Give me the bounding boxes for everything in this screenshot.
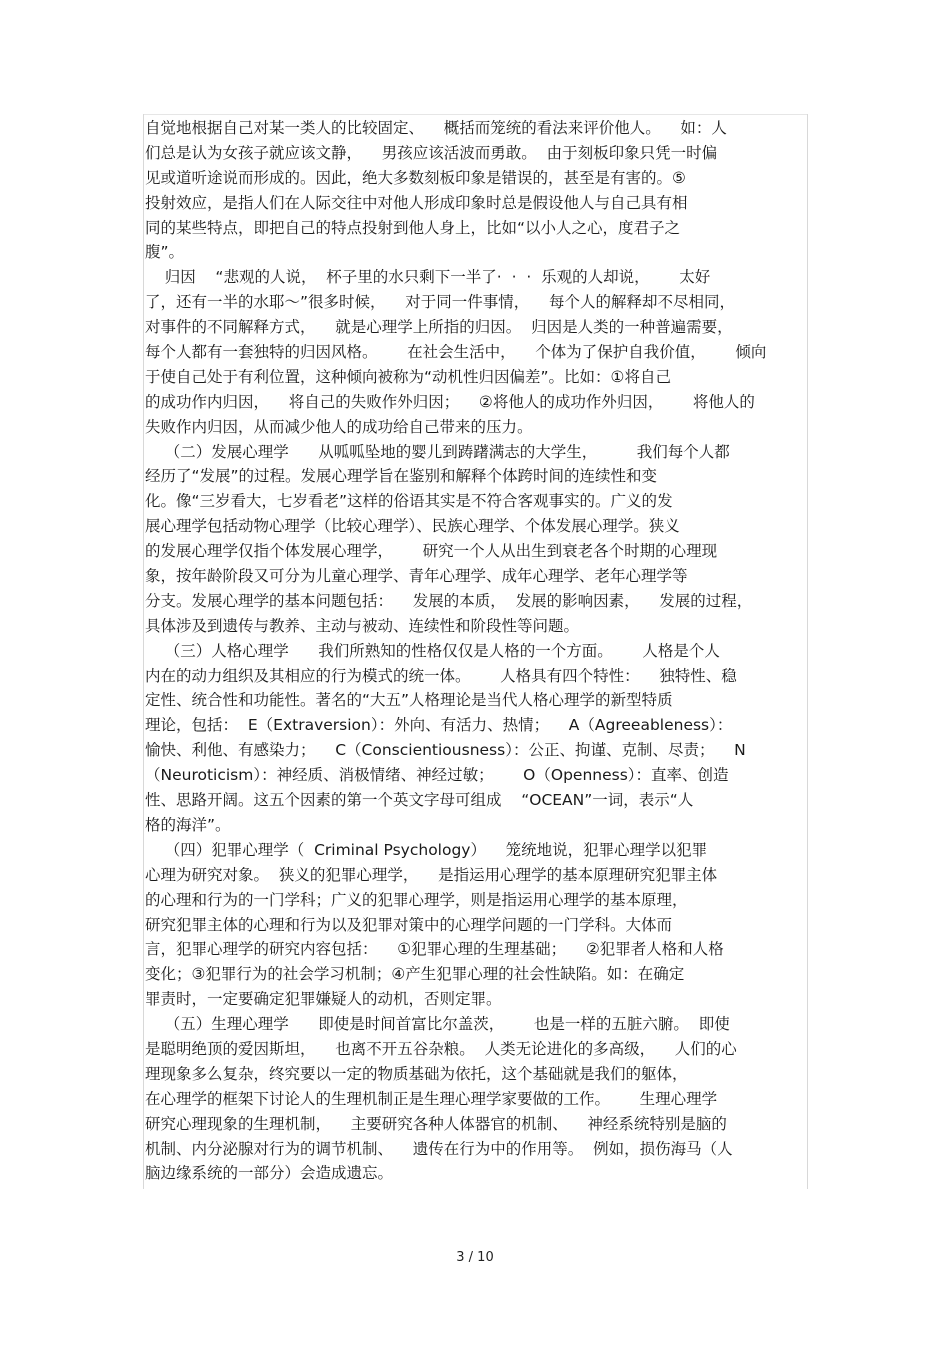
text-line: 在心理学的框架下讨论人的生理机制正是生理心理学家要做的工作。 生理心理学	[145, 1089, 718, 1108]
document-body	[145, 116, 807, 1186]
top-rule	[143, 114, 808, 115]
text-line: 经历了“发展”的过程。发展心理学旨在鉴别和解释个体跨时间的连续性和变	[145, 467, 658, 486]
text-line: 理现象多么复杂，终究要以一定的物质基础为依托，这个基础就是我们的躯体，	[145, 1064, 688, 1083]
text-line: 失败作内归因，从而减少他人的成功给自己带来的压力。	[145, 417, 533, 436]
text-line: 的心理和行为的一门学科；广义的犯罪心理学，则是指运用心理学的基本原理，	[145, 890, 688, 909]
text-line: 同的某些特点，即把自己的特点投射到他人身上，比如“以小人之心，度君子之	[145, 218, 681, 237]
text-line: 心理为研究对象。 狭义的犯罪心理学， 是指运用心理学的基本原理研究犯罪主体	[145, 865, 718, 884]
text-line: 自觉地根据自己对某一类人的比较固定、 概括而笼统的看法来评价他人。 如：人	[145, 119, 727, 137]
text-line: 们总是认为女孩子就应该文静， 男孩应该活波而勇敢。 由于刻板印象只凭一时偏	[145, 143, 718, 162]
text-line: 归因 “悲观的人说， 杯子里的水只剩下一半了· · · 乐观的人却说， 太好	[145, 268, 711, 287]
text-line: 的成功作内归因， 将自己的失败作外归因； ②将他人的成功作外归因， 将他人的	[145, 392, 755, 411]
text-line: 象，按年龄阶段又可分为儿童心理学、青年心理学、成年心理学、老年心理学等	[145, 567, 688, 586]
text-line: 言，犯罪心理学的研究内容包括： ①犯罪心理的生理基础； ②犯罪者人格和人格	[145, 940, 724, 959]
text-line: 机制、内分泌腺对行为的调节机制、 遗传在行为中的作用等。 例如，损伤海马（人	[145, 1139, 733, 1158]
text-line: （二）发展心理学 从呱呱坠地的婴儿到踌躇满志的大学生， 我们每个人都	[145, 442, 730, 461]
text-line: 每个人都有一套独特的归因风格。 在社会生活中， 个体为了保护自我价值， 倾向	[145, 343, 767, 362]
text-line: 研究心理现象的生理机制， 主要研究各种人体器官的机制、 神经系统特别是脑的	[145, 1114, 727, 1133]
text-line: 的发展心理学仅指个体发展心理学， 研究一个人从出生到衰老各个时期的心理现	[145, 542, 718, 561]
text-line: 愉快、利他、有感染力； C（Conscientiousness）：公正、拘谨、克制、尽责； N	[145, 741, 746, 760]
text-line: 罪责时，一定要确定犯罪嫌疑人的动机，否则定罪。	[145, 990, 502, 1009]
page-number: 3 / 10	[456, 1250, 494, 1265]
text-line: 具体涉及到遗传与教养、主动与被动、连续性和阶段性等问题。	[145, 616, 580, 635]
text-line: 见或道听途说而形成的。因此，绝大多数刻板印象是错误的，甚至是有害的。⑤	[145, 168, 686, 187]
text-line: 于使自己处于有利位置，这种倾向被称为“动机性归因偏差”。比如：①将自己	[145, 367, 671, 386]
text-line: 分支。发展心理学的基本问题包括： 发展的本质， 发展的影响因素， 发展的过程，	[145, 591, 753, 610]
text-line: 投射效应，是指人们在人际交往中对他人形成印象时总是假设他人与自己具有相	[145, 193, 688, 212]
text-line: 对事件的不同解释方式， 就是心理学上所指的归因。 归因是人类的一种普遍需要，	[145, 318, 733, 337]
text-line: （五）生理心理学 即使是时间首富比尔盖茨， 也是一样的五脏六腑。 即使	[145, 1015, 730, 1034]
text-line: 格的海洋”。	[145, 815, 231, 834]
text-line: 理论，包括： E（Extraversion）：外向、有活力、热情； A（Agreeableness）：	[145, 716, 733, 735]
text-line: （Neuroticism）：神经质、消极情绪、神经过敏； O（Openness）：直率、创造	[145, 766, 729, 785]
text-line: 腹”。	[145, 243, 185, 262]
text-line: 定性、统合性和功能性。著名的“大五”人格理论是当代人格心理学的新型特质	[145, 691, 673, 710]
text-line: 脑边缘系统的一部分）会造成遗忘。	[145, 1164, 394, 1183]
text-line: 了，还有一半的水耶～”很多时候， 对于同一件事情， 每个人的解释却不尽相同，	[145, 293, 735, 312]
text-line: 变化；③犯罪行为的社会学习机制；④产生犯罪心理的社会性缺陷。如：在确定	[145, 965, 685, 984]
text-line: 是聪明绝顶的爱因斯坦， 也离不开五谷杂粮。 人类无论进化的多高级， 人们的心	[145, 1039, 737, 1058]
text-line: 展心理学包括动物心理学（比较心理学）、民族心理学、个体发展心理学。狭义	[145, 517, 680, 536]
left-margin-rule	[143, 114, 144, 1189]
text-line: （三）人格心理学 我们所熟知的性格仅仅是人格的一个方面。 人格是个人	[145, 641, 720, 660]
right-margin-rule	[807, 114, 808, 1189]
text-line: 性、思路开阔。这五个因素的第一个英文字母可组成 “OCEAN”一词，表示“人	[145, 791, 694, 810]
text-line: 研究犯罪主体的心理和行为以及犯罪对策中的心理学问题的一门学科。大体而	[145, 915, 673, 934]
text-line: 内在的动力组织及其相应的行为模式的统一体。 人格具有四个特性： 独特性、稳	[145, 666, 737, 685]
text-line: （四）犯罪心理学（ Criminal Psychology） 笼统地说，犯罪心理学以犯罪	[145, 840, 708, 859]
text-line: 化。像“三岁看大，七岁看老”这样的俗语其实是不符合客观事实的。广义的发	[145, 492, 673, 511]
